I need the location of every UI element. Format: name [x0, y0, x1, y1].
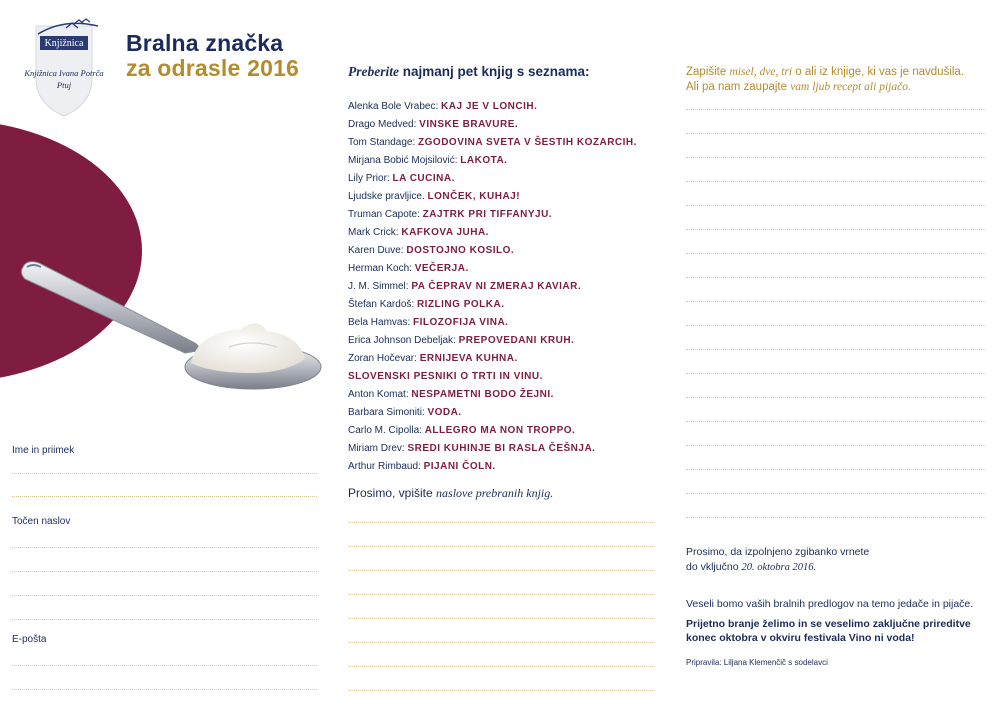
book-item: Alenka Bole Vrabec: KAJ JE V LONCIH. — [348, 101, 538, 112]
notes-line-1[interactable] — [686, 109, 986, 110]
title-line-1: Bralna značka — [126, 30, 284, 56]
email-line-1[interactable] — [12, 665, 317, 666]
book-item: Tom Standage: ZGODOVINA SVETA V ŠESTIH KOZARCIH. — [348, 137, 637, 148]
field-label-name: Ime in priimek — [12, 445, 75, 456]
closing-message: Prijetno branje želimo in se veselimo zaključne prireditve konec oktobra v okviru festivala Vino ni voda! — [686, 618, 971, 644]
notes-line-8[interactable] — [686, 277, 986, 278]
notes-line-11[interactable] — [686, 349, 986, 350]
book-item: Drago Medved: VINSKE BRAVURE. — [348, 119, 519, 130]
book-item: Arthur Rimbaud: PIJANI ČOLN. — [348, 461, 496, 472]
name-line-2[interactable] — [12, 496, 317, 497]
titles-line-1[interactable] — [348, 522, 653, 523]
notes-line-7[interactable] — [686, 253, 986, 254]
notes-line-4[interactable] — [686, 181, 986, 182]
book-item: Carlo M. Cipolla: ALLEGRO MA NON TROPPO. — [348, 425, 576, 436]
book-item: Ljudske pravljice. LONČEK, KUHAJ! — [348, 191, 521, 202]
book-item: Lily Prior: LA CUCINA. — [348, 173, 455, 184]
title-line-2: za odrasle 2016 — [126, 55, 300, 81]
write-thoughts-instruction: Zapišite misel, dve, tri o ali iz knjige, ki vas je navdušila. Ali pa nam zaupajte vam ljub recept ali pijačo. — [686, 66, 965, 93]
titles-line-7[interactable] — [348, 666, 653, 667]
titles-line-6[interactable] — [348, 642, 653, 643]
library-crest-logo — [8, 8, 120, 120]
book-item: Mark Crick: KAFKOVA JUHA. — [348, 227, 489, 238]
titles-line-4[interactable] — [348, 594, 653, 595]
notes-line-13[interactable] — [686, 397, 986, 398]
notes-line-14[interactable] — [686, 421, 986, 422]
field-label-address: Točen naslov — [12, 516, 71, 527]
book-item: Truman Capote: ZAJTRK PRI TIFFANYJU. — [348, 209, 553, 220]
notes-line-15[interactable] — [686, 445, 986, 446]
book-item: Mirjana Bobić Mojsilović: LAKOTA. — [348, 155, 508, 166]
titles-line-8[interactable] — [348, 690, 653, 691]
address-line-1[interactable] — [12, 547, 317, 548]
book-item: Karen Duve: DOSTOJNO KOSILO. — [348, 245, 515, 256]
book-item: Anton Komat: NESPAMETNI BODO ŽEJNI. — [348, 389, 554, 400]
write-titles-instruction: Prosimo, vpišite naslove prebranih knjig. — [348, 486, 554, 500]
notes-line-16[interactable] — [686, 469, 986, 470]
suggestions-note: Veseli bomo vaših bralnih predlogov na temo jedače in pijače. — [686, 598, 974, 610]
reading-instruction: Preberite najmanj pet knjig s seznama: — [348, 64, 590, 79]
notes-line-5[interactable] — [686, 205, 986, 206]
field-label-email: E-pošta — [12, 634, 47, 645]
notes-line-9[interactable] — [686, 301, 986, 302]
spoon-with-yogurt-icon — [15, 255, 325, 405]
return-deadline: Prosimo, da izpolnjeno zgibanko vrnete do vključno 20. oktobra 2016. — [686, 546, 870, 573]
logo-word: Knjižnica — [44, 38, 84, 49]
book-item: Bela Hamvas: FILOZOFIJA VINA. — [348, 317, 509, 328]
book-item: Herman Koch: VEČERJA. — [348, 263, 469, 274]
notes-line-10[interactable] — [686, 325, 986, 326]
notes-line-3[interactable] — [686, 157, 986, 158]
notes-line-17[interactable] — [686, 493, 986, 494]
book-item: Štefan Kardoš: RIZLING POLKA. — [348, 299, 505, 310]
titles-line-3[interactable] — [348, 570, 653, 571]
book-item: Erica Johnson Debeljak: PREPOVEDANI KRUH. — [348, 335, 575, 346]
library-city: Ptuj — [56, 80, 72, 90]
book-item: J. M. Simmel: PA ČEPRAV NI ZMERAJ KAVIAR. — [348, 281, 582, 292]
library-name: Knjižnica Ivana Potrča — [24, 68, 104, 78]
address-line-4[interactable] — [12, 619, 317, 620]
email-line-2[interactable] — [12, 689, 317, 690]
notes-line-18[interactable] — [686, 517, 986, 518]
titles-line-5[interactable] — [348, 618, 653, 619]
book-item: Zoran Hočevar: ERNIJEVA KUHNA. — [348, 353, 518, 364]
notes-line-6[interactable] — [686, 229, 986, 230]
notes-line-12[interactable] — [686, 373, 986, 374]
address-line-3[interactable] — [12, 595, 317, 596]
prepared-by: Pripravila: Liljana Klemenčič s sodelavci — [686, 658, 828, 667]
address-line-2[interactable] — [12, 571, 317, 572]
book-item: Miriam Drev: SREDI KUHINJE BI RASLA ČEŠNJA. — [348, 443, 596, 454]
book-list — [348, 98, 678, 476]
book-item: Barbara Simoniti: VODA. — [348, 407, 462, 418]
titles-line-2[interactable] — [348, 546, 653, 547]
book-item: SLOVENSKI PESNIKI O TRTI IN VINU. — [348, 371, 543, 382]
notes-line-2[interactable] — [686, 133, 986, 134]
name-line-1[interactable] — [12, 473, 317, 474]
